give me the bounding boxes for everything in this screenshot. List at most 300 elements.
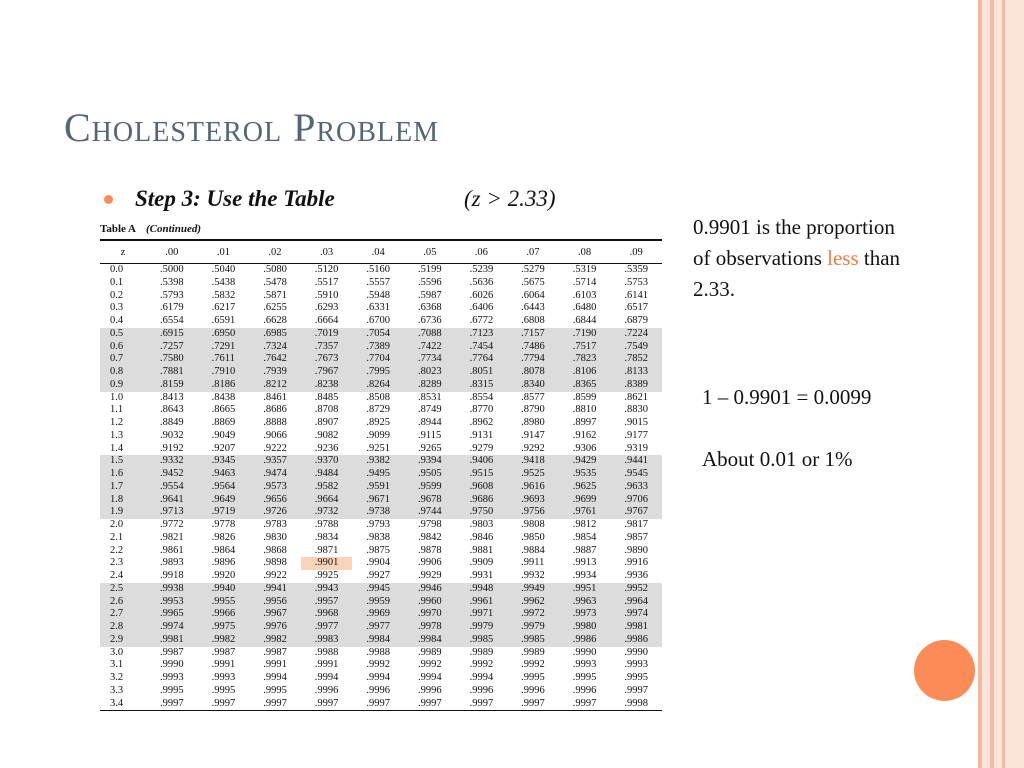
table-value-cell: .8106 <box>559 366 611 379</box>
table-value-cell: .6217 <box>211 302 236 314</box>
table-value-cell: .9989 <box>469 646 494 658</box>
table-value-cell: .9990 <box>572 646 597 658</box>
table-value-cell: .6950 <box>198 328 250 341</box>
table-value-cell: .9994 <box>469 672 494 683</box>
table-value-cell: .9989 <box>417 646 442 658</box>
table-value-cell: .6255 <box>263 302 287 314</box>
table-z-cell: 1.9 <box>100 506 146 519</box>
table-value-cell: .9963 <box>559 596 611 609</box>
table-value-cell: .9732 <box>301 506 353 519</box>
table-row <box>100 608 662 621</box>
table-value-cell: .9985 <box>507 634 559 647</box>
table-value-cell: .9756 <box>507 506 559 519</box>
table-value-cell: .8770 <box>469 404 494 416</box>
table-z-cell: 3.3 <box>110 684 124 696</box>
table-value-cell: .9988 <box>314 646 339 658</box>
table-value-cell: .7852 <box>610 353 662 366</box>
table-value-cell: .8340 <box>507 379 559 392</box>
decorative-stripe <box>982 0 990 768</box>
table-value-cell: .9582 <box>301 481 353 494</box>
table-value-cell: .9996 <box>469 684 494 696</box>
table-row <box>100 353 662 366</box>
table-value-cell: .7764 <box>456 353 508 366</box>
table-value-cell: .7486 <box>507 341 559 354</box>
table-value-cell: .6772 <box>469 315 494 326</box>
table-caption <box>100 221 662 239</box>
table-value-cell: .9131 <box>469 429 494 441</box>
table-value-cell: .9147 <box>521 429 545 441</box>
table-value-cell: .7995 <box>352 366 404 379</box>
table-z-cell: 2.6 <box>100 596 146 609</box>
table-value-cell: .9997 <box>198 698 250 711</box>
table-header-col: .09 <box>610 240 662 264</box>
table-value-cell: .9726 <box>249 506 301 519</box>
table-value-cell: .8686 <box>263 404 287 416</box>
table-value-cell: .9783 <box>263 519 287 530</box>
table-value-cell: .8621 <box>624 391 648 403</box>
table-value-cell: .8438 <box>211 391 236 403</box>
table-value-cell: .9049 <box>211 429 236 441</box>
table-value-cell: .9911 <box>521 557 545 569</box>
table-value-cell: .9871 <box>314 544 339 556</box>
table-header-col: .03 <box>301 240 353 264</box>
table-value-cell: .9864 <box>211 544 236 556</box>
table-value-cell: .7291 <box>198 341 250 354</box>
table-value-cell: .9505 <box>404 468 456 481</box>
table-value-cell: .8485 <box>314 391 339 403</box>
table-value-cell: .5714 <box>572 276 597 288</box>
table-value-cell: .9940 <box>198 583 250 596</box>
table-value-cell: .9994 <box>263 672 287 683</box>
table-row <box>100 532 662 545</box>
table-row <box>100 519 662 532</box>
table-value-cell: .7422 <box>404 341 456 354</box>
table-value-cell: .9995 <box>521 672 545 683</box>
table-value-cell: .5120 <box>314 264 339 275</box>
table-value-cell: .9929 <box>417 570 442 581</box>
table-value-cell: .9515 <box>456 468 508 481</box>
table-value-cell: .9222 <box>263 442 287 454</box>
slide-title: Cholesterol Problem <box>64 105 440 150</box>
table-value-cell: .9793 <box>366 519 390 530</box>
table-value-cell: .9162 <box>572 429 597 441</box>
table-value-cell: .9956 <box>249 596 301 609</box>
table-value-cell: .9931 <box>469 570 494 581</box>
table-value-cell: .8810 <box>572 404 597 416</box>
table-value-cell: .9573 <box>249 481 301 494</box>
table-caption-sub: (Continued) <box>145 223 201 235</box>
table-value-cell: .9798 <box>417 519 442 530</box>
table-value-cell: .9978 <box>404 621 456 634</box>
table-value-cell: .7257 <box>146 341 198 354</box>
table-value-cell: .9909 <box>469 557 494 569</box>
table-z-cell: 3.0 <box>110 646 124 658</box>
table-row <box>100 455 662 468</box>
table-value-cell: .9997 <box>146 698 198 711</box>
table-value-cell: .8078 <box>507 366 559 379</box>
table-z-cell: 3.4 <box>100 698 146 711</box>
table-value-cell: .9982 <box>249 634 301 647</box>
table-value-cell: .8599 <box>572 391 597 403</box>
note-computation: 1 – 0.9901 = 0.0099 <box>702 385 872 409</box>
table-value-cell: .7939 <box>249 366 301 379</box>
table-value-cell: .9474 <box>249 468 301 481</box>
table-value-cell: .9265 <box>417 442 442 454</box>
table-value-cell: .8980 <box>521 417 545 428</box>
table-value-cell: .9808 <box>521 519 545 530</box>
table-value-cell: .6331 <box>366 302 390 314</box>
table-value-cell: .9382 <box>352 455 404 468</box>
table-value-cell: .8133 <box>610 366 662 379</box>
table-value-cell: .8212 <box>249 379 301 392</box>
table-value-cell: .7642 <box>249 353 301 366</box>
table-value-cell: .9955 <box>198 596 250 609</box>
table-value-cell: .9966 <box>198 608 250 621</box>
table-row <box>100 302 662 315</box>
table-value-cell: .5675 <box>521 276 545 288</box>
table-value-cell: .8554 <box>469 391 494 403</box>
table-value-cell: .6700 <box>366 315 390 326</box>
table-value-cell: .9984 <box>404 634 456 647</box>
table-caption-label: Table A <box>100 223 136 235</box>
table-row <box>100 315 662 328</box>
table-value-cell: .9884 <box>521 544 545 556</box>
note-proportion-highlight: less <box>827 246 859 270</box>
table-row <box>100 290 662 303</box>
table-value-cell: .7910 <box>198 366 250 379</box>
table-highlight-cell: .9901 <box>301 557 353 570</box>
table-value-cell: .9982 <box>198 634 250 647</box>
table-value-cell: .9357 <box>249 455 301 468</box>
table-row <box>100 481 662 494</box>
table-value-cell: .9960 <box>404 596 456 609</box>
table-row <box>100 621 662 634</box>
table-value-cell: .9686 <box>456 494 508 507</box>
table-value-cell: .8264 <box>352 379 404 392</box>
table-value-cell: .8461 <box>263 391 287 403</box>
table-value-cell: .5753 <box>624 276 648 288</box>
table-value-cell: .5438 <box>211 276 236 288</box>
table-value-cell: .9115 <box>417 429 442 441</box>
table-value-cell: .9995 <box>624 672 648 683</box>
note-proportion <box>693 212 913 305</box>
table-z-cell: 2.3 <box>110 557 124 569</box>
table-value-cell: .9706 <box>610 494 662 507</box>
table-value-cell: .9713 <box>146 506 198 519</box>
table-z-cell: 0.2 <box>110 289 124 301</box>
table-value-cell: .9834 <box>314 531 339 543</box>
note-proportion-post: than 2.33. <box>693 246 901 301</box>
table-value-cell: .6517 <box>624 302 648 314</box>
table-row <box>100 634 662 647</box>
table-value-cell: .9082 <box>314 429 339 441</box>
table-value-cell: .9992 <box>417 659 442 671</box>
table-row <box>100 545 662 558</box>
table-value-cell: .9994 <box>314 672 339 683</box>
table-z-cell: 2.0 <box>110 519 124 530</box>
table-value-cell: .6985 <box>249 328 301 341</box>
table-value-cell: .9279 <box>469 442 494 454</box>
table-value-cell: .9192 <box>160 442 184 454</box>
table-value-cell: .9887 <box>572 544 597 556</box>
table-value-cell: .9913 <box>572 557 597 569</box>
table-row <box>100 366 662 379</box>
table-value-cell: .9649 <box>198 494 250 507</box>
table-value-cell: .9664 <box>301 494 353 507</box>
table-value-cell: .8925 <box>366 417 390 428</box>
table-value-cell: .7357 <box>301 341 353 354</box>
table-header-col: .08 <box>559 240 611 264</box>
table-value-cell: .9996 <box>366 684 390 696</box>
table-row <box>100 430 662 443</box>
table-value-cell: .8869 <box>211 417 236 428</box>
table-value-cell: .9854 <box>572 531 597 543</box>
table-value-cell: .9984 <box>352 634 404 647</box>
table-value-cell: .9980 <box>559 621 611 634</box>
table-value-cell: .9962 <box>507 596 559 609</box>
table-value-cell: .9292 <box>521 442 545 454</box>
table-value-cell: .9826 <box>211 531 236 543</box>
table-value-cell: .9993 <box>624 659 648 671</box>
table-z-cell: 1.3 <box>110 429 124 441</box>
table-value-cell: .9842 <box>417 531 442 543</box>
table-z-cell: 1.6 <box>100 468 146 481</box>
table-z-cell: 1.2 <box>110 417 124 428</box>
table-value-cell: .5398 <box>160 276 184 288</box>
decorative-stripe <box>1005 0 1024 768</box>
table-value-cell: .9981 <box>146 634 198 647</box>
table-value-cell: .7673 <box>301 353 353 366</box>
decorative-stripe <box>994 0 1002 768</box>
table-value-cell: .9545 <box>610 468 662 481</box>
table-value-cell: .9993 <box>572 659 597 671</box>
table-value-cell: .6293 <box>314 302 339 314</box>
table-value-cell: .9941 <box>249 583 301 596</box>
decorative-circle <box>914 640 975 701</box>
table-value-cell: .8790 <box>521 404 545 416</box>
note-answer: About 0.01 or 1% <box>702 447 853 471</box>
table-value-cell: .9906 <box>417 557 442 569</box>
table-value-cell: .9992 <box>521 659 545 671</box>
table-z-cell: 0.5 <box>100 328 146 341</box>
table-value-cell: .9099 <box>366 429 390 441</box>
table-value-cell: .6808 <box>521 315 545 326</box>
table-value-cell: .5871 <box>263 289 287 301</box>
table-value-cell: .9812 <box>572 519 597 530</box>
table-value-cell: .8186 <box>198 379 250 392</box>
bullet-icon <box>104 195 113 204</box>
table-value-cell: .8729 <box>366 404 390 416</box>
table-value-cell: .9032 <box>160 429 184 441</box>
table-value-cell: .9927 <box>366 570 390 581</box>
table-header-col: .02 <box>249 240 301 264</box>
table-value-cell: .9875 <box>366 544 390 556</box>
table-value-cell: .9996 <box>314 684 339 696</box>
table-value-cell: .7704 <box>352 353 404 366</box>
table-z-cell: 1.8 <box>100 494 146 507</box>
table-value-cell: .9993 <box>211 672 236 683</box>
table-value-cell: .8708 <box>314 404 339 416</box>
table-value-cell: .7734 <box>404 353 456 366</box>
table-value-cell: .9957 <box>301 596 353 609</box>
table-z-cell: 2.8 <box>100 621 146 634</box>
table-value-cell: .9995 <box>263 684 287 696</box>
table-value-cell: .9938 <box>146 583 198 596</box>
table-value-cell: .9370 <box>301 455 353 468</box>
table-value-cell: .9992 <box>366 659 390 671</box>
table-row <box>100 264 662 277</box>
table-value-cell: .9788 <box>314 519 339 530</box>
table-value-cell: .9406 <box>456 455 508 468</box>
table-value-cell: .9817 <box>624 519 648 530</box>
table-value-cell: .9625 <box>559 481 611 494</box>
z-table-grid <box>100 239 662 711</box>
table-value-cell: .7389 <box>352 341 404 354</box>
table-value-cell: .9998 <box>610 698 662 711</box>
table-row <box>100 494 662 507</box>
table-z-cell: 0.9 <box>100 379 146 392</box>
table-value-cell: .6179 <box>160 302 184 314</box>
table-value-cell: .9971 <box>456 608 508 621</box>
table-value-cell: .9767 <box>610 506 662 519</box>
table-value-cell: .5000 <box>160 264 184 275</box>
table-row <box>100 647 662 660</box>
table-value-cell: .9997 <box>507 698 559 711</box>
table-value-cell: .9975 <box>198 621 250 634</box>
table-value-cell: .9983 <box>301 634 353 647</box>
table-value-cell: .7611 <box>198 353 250 366</box>
table-value-cell: .6554 <box>160 315 184 326</box>
table-value-cell: .9846 <box>469 531 494 543</box>
table-value-cell: .9306 <box>572 442 597 454</box>
table-value-cell: .9332 <box>146 455 198 468</box>
table-value-cell: .9990 <box>624 646 648 658</box>
table-value-cell: .9997 <box>624 684 648 696</box>
bullet-step-text: Step 3: Use the Table <box>135 186 335 211</box>
table-value-cell: .6443 <box>521 302 545 314</box>
table-value-cell: .8365 <box>559 379 611 392</box>
table-z-cell: 2.7 <box>100 608 146 621</box>
table-value-cell: .9236 <box>314 442 339 454</box>
table-value-cell: .9990 <box>160 659 184 671</box>
table-value-cell: .8531 <box>417 391 442 403</box>
table-value-cell: .9996 <box>521 684 545 696</box>
table-value-cell: .5080 <box>263 264 287 275</box>
table-z-cell: 0.4 <box>110 315 124 326</box>
table-row <box>100 341 662 354</box>
table-value-cell: .8238 <box>301 379 353 392</box>
table-value-cell: .7123 <box>456 328 508 341</box>
table-value-cell: .9591 <box>352 481 404 494</box>
table-z-cell: 1.4 <box>110 442 124 454</box>
table-value-cell: .5160 <box>366 264 390 275</box>
table-value-cell: .9778 <box>211 519 236 530</box>
table-value-cell: .9948 <box>456 583 508 596</box>
table-z-cell: 0.7 <box>100 353 146 366</box>
table-value-cell: .5199 <box>417 264 442 275</box>
table-value-cell: .7580 <box>146 353 198 366</box>
table-value-cell: .9699 <box>559 494 611 507</box>
table-value-cell: .7019 <box>301 328 353 341</box>
table-value-cell: .5793 <box>160 289 184 301</box>
table-value-cell: .9973 <box>559 608 611 621</box>
table-value-cell: .9177 <box>624 429 648 441</box>
table-value-cell: .8907 <box>314 417 339 428</box>
table-value-cell: .8830 <box>624 404 648 416</box>
table-value-cell: .9981 <box>610 621 662 634</box>
table-z-cell: 0.8 <box>100 366 146 379</box>
bullet-condition: (z > 2.33) <box>464 186 556 211</box>
table-value-cell: .9995 <box>211 684 236 696</box>
table-value-cell: .9066 <box>263 429 287 441</box>
table-value-cell: .9525 <box>507 468 559 481</box>
table-value-cell: .9830 <box>263 531 287 543</box>
table-row <box>100 404 662 417</box>
table-value-cell: .9671 <box>352 494 404 507</box>
table-value-cell: .9920 <box>211 570 236 581</box>
table-value-cell: .6844 <box>572 315 597 326</box>
table-value-cell: .9997 <box>456 698 508 711</box>
table-row <box>100 328 662 341</box>
table-value-cell: .8749 <box>417 404 442 416</box>
table-value-cell: .9761 <box>559 506 611 519</box>
table-value-cell: .9945 <box>352 583 404 596</box>
table-value-cell: .6368 <box>417 302 442 314</box>
table-value-cell: .9985 <box>456 634 508 647</box>
table-value-cell: .9974 <box>146 621 198 634</box>
table-value-cell: .9803 <box>469 519 494 530</box>
table-value-cell: .8888 <box>263 417 287 428</box>
table-value-cell: .7224 <box>610 328 662 341</box>
table-value-cell: .6406 <box>469 302 494 314</box>
table-value-cell: .9616 <box>507 481 559 494</box>
table-value-cell: .9821 <box>160 531 184 543</box>
table-header-col: .00 <box>146 240 198 264</box>
table-z-cell: 2.5 <box>100 583 146 596</box>
table-row <box>100 277 662 290</box>
table-value-cell: .7454 <box>456 341 508 354</box>
table-value-cell: .9922 <box>263 570 287 581</box>
table-value-cell: .9970 <box>404 608 456 621</box>
table-header-col: .01 <box>198 240 250 264</box>
table-value-cell: .9964 <box>610 596 662 609</box>
table-value-cell: .5279 <box>521 264 545 275</box>
table-z-cell: 0.1 <box>110 276 124 288</box>
table-value-cell: .8665 <box>211 404 236 416</box>
table-row <box>100 659 662 672</box>
table-value-cell: .5987 <box>417 289 442 301</box>
table-value-cell: .9608 <box>456 481 508 494</box>
table-value-cell: .9719 <box>198 506 250 519</box>
table-value-cell: .7190 <box>559 328 611 341</box>
table-value-cell: .8159 <box>146 379 198 392</box>
table-value-cell: .9838 <box>366 531 390 543</box>
table-value-cell: .6591 <box>211 315 236 326</box>
table-z-cell: 1.5 <box>100 455 146 468</box>
table-row <box>100 698 662 711</box>
table-value-cell: .9968 <box>301 608 353 621</box>
table-value-cell: .9961 <box>456 596 508 609</box>
table-value-cell: .9991 <box>314 659 339 671</box>
table-value-cell: .9418 <box>507 455 559 468</box>
table-value-cell: .6915 <box>146 328 198 341</box>
table-value-cell: .9946 <box>404 583 456 596</box>
table-value-cell: .5910 <box>314 289 339 301</box>
table-value-cell: .9972 <box>507 608 559 621</box>
table-value-cell: .9995 <box>572 672 597 683</box>
table-value-cell: .9772 <box>160 519 184 530</box>
table-value-cell: .9997 <box>249 698 301 711</box>
